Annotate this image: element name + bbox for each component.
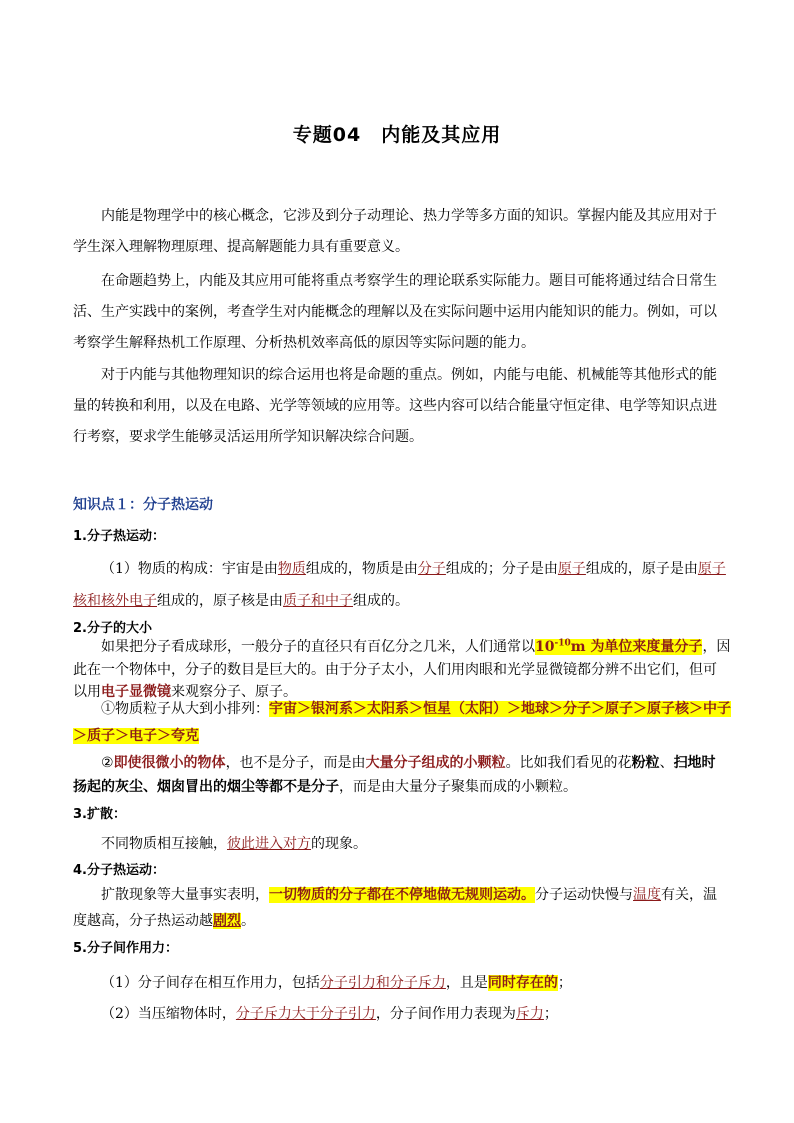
section-2-line-7: 扬起的灰尘、烟囱冒出的烟尘等都不是分子，而是由大量分子聚集而成的小颗粒。 — [73, 779, 577, 795]
section-5-line-1: （1）分子间存在相互作用力，包括分子引力和分子斥力，且是同时存在的； — [101, 975, 572, 991]
section-2-line-4: ①物质粒子从大到小排列：宇宙＞银河系＞太阳系＞恒星（太阳）＞地球＞分子＞原子＞原子核＞中子 — [101, 701, 731, 717]
section-4-heading: 4.分子热运动： — [73, 863, 165, 878]
section-2-heading: 2.分子的大小 — [73, 621, 152, 636]
section-1-line-2: 核和核外电子组成的，原子核是由质子和中子组成的。 — [73, 593, 409, 609]
section-5-heading: 5.分子间作用力： — [73, 941, 178, 956]
section-2-line-6: ②即使很微小的物体，也不是分子，而是由大量分子组成的小颗粒。比如我们看见的花粉粒、扫地时 — [101, 755, 716, 771]
section-2-line-3: 以用电子显微镜来观察分子、原子。 — [73, 684, 297, 700]
section-3-heading: 3.扩散： — [73, 807, 126, 822]
section-4-line-1: 扩散现象等大量事实表明，一切物质的分子都在不停地做无规则运动。分子运动快慢与温度有关，温 — [101, 887, 717, 903]
section-1-heading: 1.分子热运动： — [73, 529, 165, 544]
section-4-line-2: 度越高，分子热运动越剧烈。 — [73, 913, 255, 929]
section-1-line-1: （1）物质的构成：宇宙是由物质组成的，物质是由分子组成的；分子是由原子组成的，原子是由原子 — [101, 561, 726, 577]
section-3-line-1: 不同物质相互接触，彼此进入对方的现象。 — [101, 836, 367, 852]
section-2-line-5: ＞质子＞电子＞夸克 — [73, 728, 199, 744]
section-5-line-2: （2）当压缩物体时，分子斥力大于分子引力，分子间作用力表现为斥力； — [101, 1006, 558, 1022]
intro-paragraph-3: 对于内能与其他物理知识的综合运用也将是命题的重点。例如，内能与电能、机械能等其他形式的能量的转换和利用，以及在电路、光学等领域的应用等。这些内容可以结合能量守恒定律、电学等知识点进行考察，要求学生能够灵活运用所学知识解决综合问题。 — [73, 367, 717, 445]
section-2-line-2: 此在一个物体中，分子的数目是巨大的。由于分子太小，人们用肉眼和光学显微镜都分辨不出它们，但可 — [73, 662, 717, 678]
intro-paragraph-2: 在命题趋势上，内能及其应用可能将重点考察学生的理论联系实际能力。题目可能将通过结合日常生活、生产实践中的案例，考查学生对内能概念的理解以及在实际问题中运用内能知识的能力。例如，可以考察学生解释热机工作原理、分析热机效率高低的原因等实际问题的能力。 — [73, 273, 717, 351]
section-2-line-1: 如果把分子看成球形，一般分子的直径只有百亿分之几米，人们通常以$10^{-10}m$ 为单位来度量分子，因 — [101, 638, 731, 655]
intro-paragraph-1: 内能是物理学中的核心概念，它涉及到分子动理论、热力学等多方面的知识。掌握内能及其应用对于学生深入理解物理原理、提高解题能力具有重要意义。 — [73, 208, 717, 255]
page-title: 专题04 内能及其应用 — [292, 124, 502, 146]
knowledge-point-heading: 知识点１：分子热运动 — [73, 497, 213, 513]
